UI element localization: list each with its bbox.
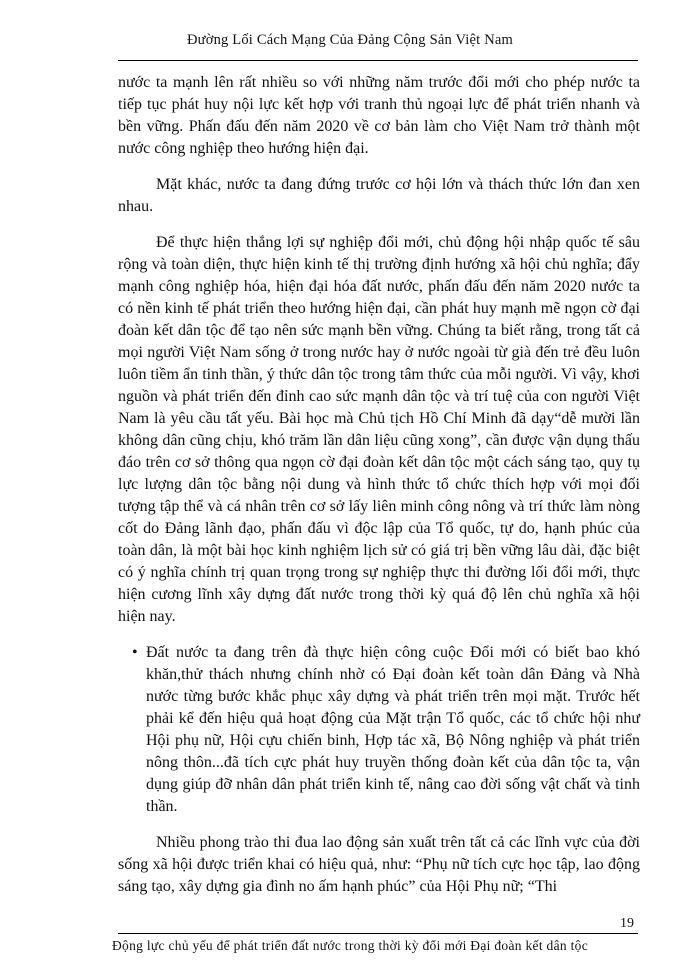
bullet-icon: • bbox=[132, 644, 138, 661]
paragraph-1: nước ta mạnh lên rất nhiều so với những năm trước đổi mới cho phép nước ta tiếp tục phát huy nội lực kết hợp với tranh thủ ngoại lực để phát triển nhanh và bền vững. Phấn đấu đến năm 2020 về cơ bản làm cho Việt Nam trở thành một nước công nghiệp theo hướng hiện đại. bbox=[118, 74, 640, 157]
running-header: Đường Lối Cách Mạng Của Đảng Cộng Sản Việt Nam bbox=[186, 32, 514, 48]
page-body bbox=[118, 72, 640, 912]
paragraph-2: Mặt khác, nước ta đang đứng trước cơ hội lớn và thách thức lớn đan xen nhau. bbox=[118, 176, 640, 215]
running-footer: Động lực chủ yếu để phát triển đất nước trong thời kỳ đổi mới Đại đoàn kết dân tộc bbox=[111, 938, 589, 953]
page-number: 19 bbox=[620, 916, 634, 931]
footer-rule bbox=[118, 933, 638, 934]
header-rule bbox=[118, 60, 638, 61]
paragraph-4: Nhiều phong trào thi đua lao động sản xuất trên tất cả các lĩnh vực của đời sống xã hội được triển khai có hiệu quả, như: “Phụ nữ tích cực học tập, lao động sáng tạo, xây dựng gia đình no ấm hạnh phúc” của Hội Phụ nữ; “Thi bbox=[118, 834, 640, 895]
paragraph-3: Để thực hiện thắng lợi sự nghiệp đổi mới, chủ động hội nhập quốc tế sâu rộng và toàn diện, thực hiện kinh tế thị trường định hướng xã hội chủ nghĩa; đẩy mạnh công nghiệp hóa, hiện đại hóa đất nước, phấn đấu đến năm 2020 nước ta có nền kinh tế phát triển theo hướng hiện đại, cần phát huy mạnh mẽ ngọn cờ đại đoàn kết dân tộc để tạo nên sức mạnh bền vững. Chúng ta biết rằng, trong tất cả mọi người Việt Nam sống ở trong nước hay ở nước ngoài từ già đến trẻ đều luôn luôn tiềm ẩn tinh thần, ý thức dân tộc trong tâm thức của mỗi người. Vì vậy, khơi nguồn và phát triển đến đỉnh cao sức mạnh dân tộc và trí tuệ của con người Việt Nam là yêu cầu tất yếu. Bài học mà Chủ tịch Hồ Chí Minh đã dạy“dễ mười lần không dân cũng chịu, khó trăm lần dân liệu cũng xong”, cần được vận dụng thấu đáo trên cơ sở thông qua ngọn cờ đại đoàn kết dân tộc một cách sáng tạo, quy tụ lực lượng dân tộc bằng nội dung và hình thức tổ chức thích hợp với mọi đối tượng tập thể và cá nhân trên cơ sở lấy liên minh công nông và trí thức làm nòng cốt do Đảng lãnh đạo, phấn đấu vì độc lập của Tổ quốc, tự do, hạnh phúc của toàn dân, là một bài học kinh nghiệm lịch sử có giá trị bền vững lâu dài, đặc biệt có ý nghĩa chính trị quan trọng trong sự nghiệp thực thi đường lối đổi mới, thực hiện cương lĩnh xây dựng đất nước trong thời kỳ quá độ lên chủ nghĩa xã hội hiện nay. bbox=[118, 234, 640, 625]
bullet-text: Đất nước ta đang trên đà thực hiện công cuộc Đổi mới có biết bao khó khăn,thử thách nhưng chính nhờ có Đại đoàn kết toàn dân Đảng và Nhà nước từng bước khắc phục xây dựng và phát triển trên mọi mặt. Trước hết phải kể đến hiệu quả hoạt động của Mặt trận Tổ quốc, các tổ chức hội như Hội phụ nữ, Hội cựu chiến binh, Hợp tác xã, Bộ Nông nghiệp và phát triển nông thôn...đã tích cực phát huy truyền thống đoàn kết của dân tộc ta, vận dụng giúp đỡ nhân dân phát triển kinh tế, nâng cao đời sống vật chất và tinh thần. bbox=[146, 644, 640, 815]
bullet-item bbox=[118, 642, 640, 818]
